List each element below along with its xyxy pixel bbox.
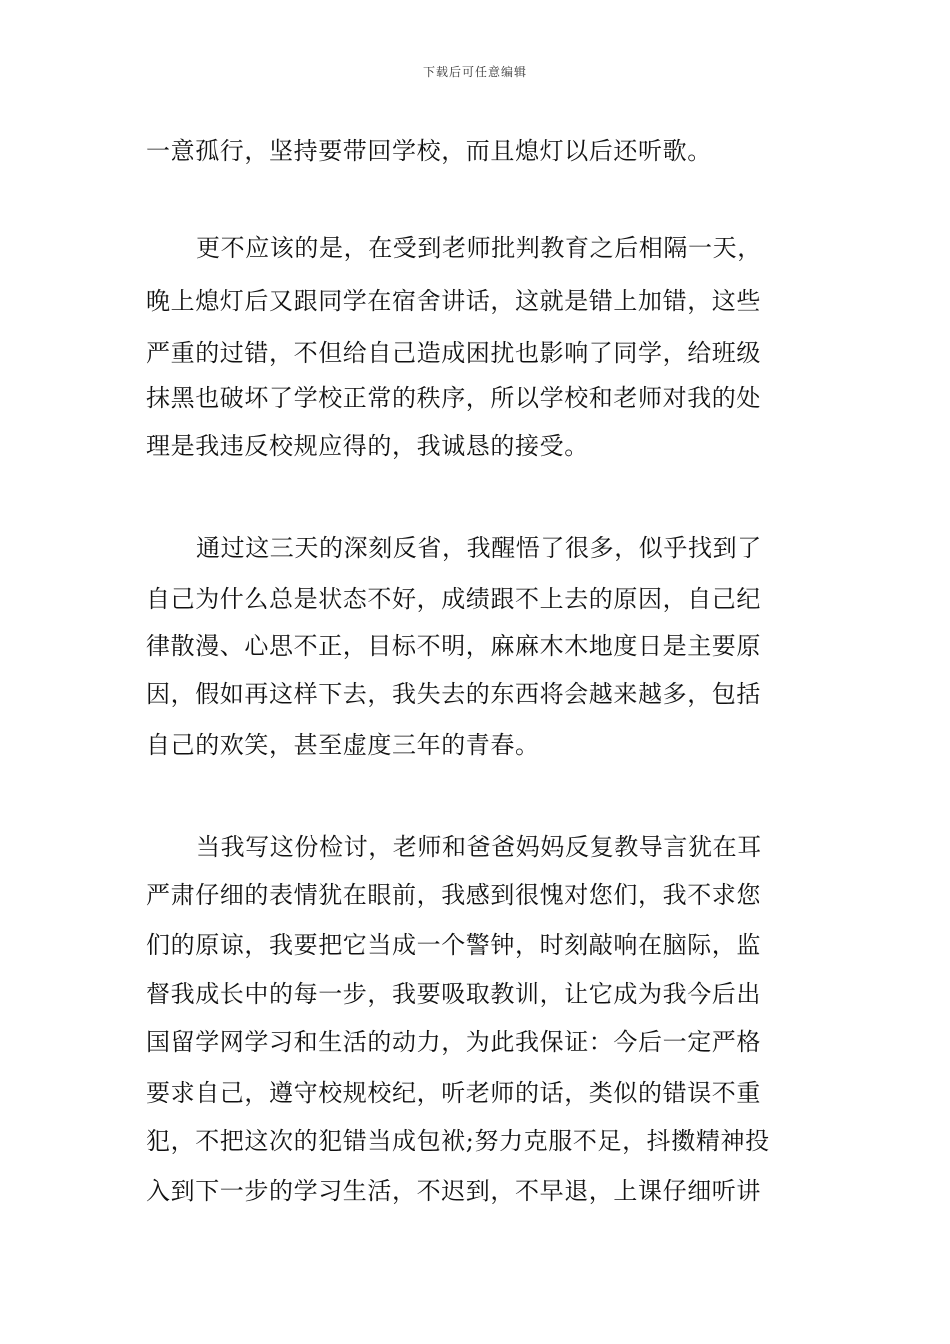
paragraph-line: 国留学网学习和生活的动力，为此我保证：今后一定严格	[146, 1028, 761, 1056]
paragraph-line: 自己为什么总是状态不好，成绩跟不上去的原因，自己纪	[146, 585, 761, 613]
paragraph-line: 自己的欢笑，甚至虚度三年的青春。	[146, 731, 540, 759]
paragraph-line: 入到下一步的学习生活，不迟到，不早退，上课仔细听讲	[146, 1177, 761, 1205]
paragraph-line: 更不应该的是，在受到老师批判教育之后相隔一天，	[196, 234, 762, 262]
paragraph-line: 犯，不把这次的犯错当成包袱;努力克服不足，抖擞精神投	[146, 1127, 770, 1155]
paragraph-line: 们的原谅，我要把它当成一个警钟，时刻敲响在脑际，监	[146, 931, 761, 959]
paragraph-line: 一意孤行，坚持要带回学校，而且熄灯以后还听歌。	[146, 137, 712, 165]
paragraph-line: 抹黑也破坏了学校正常的秩序，所以学校和老师对我的处	[146, 384, 761, 412]
paragraph-line: 要求自己，遵守校规校纪，听老师的话，类似的错误不重	[146, 1079, 761, 1107]
paragraph-line: 严重的过错，不但给自己造成困扰也影响了同学，给班级	[146, 339, 761, 367]
paragraph-line: 当我写这份检讨，老师和爸爸妈妈反复教导言犹在耳	[196, 833, 762, 861]
paragraph-line: 晚上熄灯后又跟同学在宿舍讲话，这就是错上加错，这些	[146, 287, 761, 315]
paragraph-line: 理是我违反校规应得的，我诚恳的接受。	[146, 432, 589, 460]
paragraph-line: 严肃仔细的表情犹在眼前，我感到很愧对您们，我不求您	[146, 881, 761, 909]
page-header: 下载后可任意编辑	[422, 65, 527, 79]
paragraph-line: 通过这三天的深刻反省，我醒悟了很多，似乎找到了	[196, 534, 762, 562]
paragraph-line: 律散漫、心思不正，目标不明，麻麻木木地度日是主要原	[146, 632, 761, 660]
paragraph-line: 因，假如再这样下去，我失去的东西将会越来越多，包括	[146, 680, 761, 708]
paragraph-line: 督我成长中的每一步，我要吸取教训，让它成为我今后出	[146, 980, 761, 1008]
